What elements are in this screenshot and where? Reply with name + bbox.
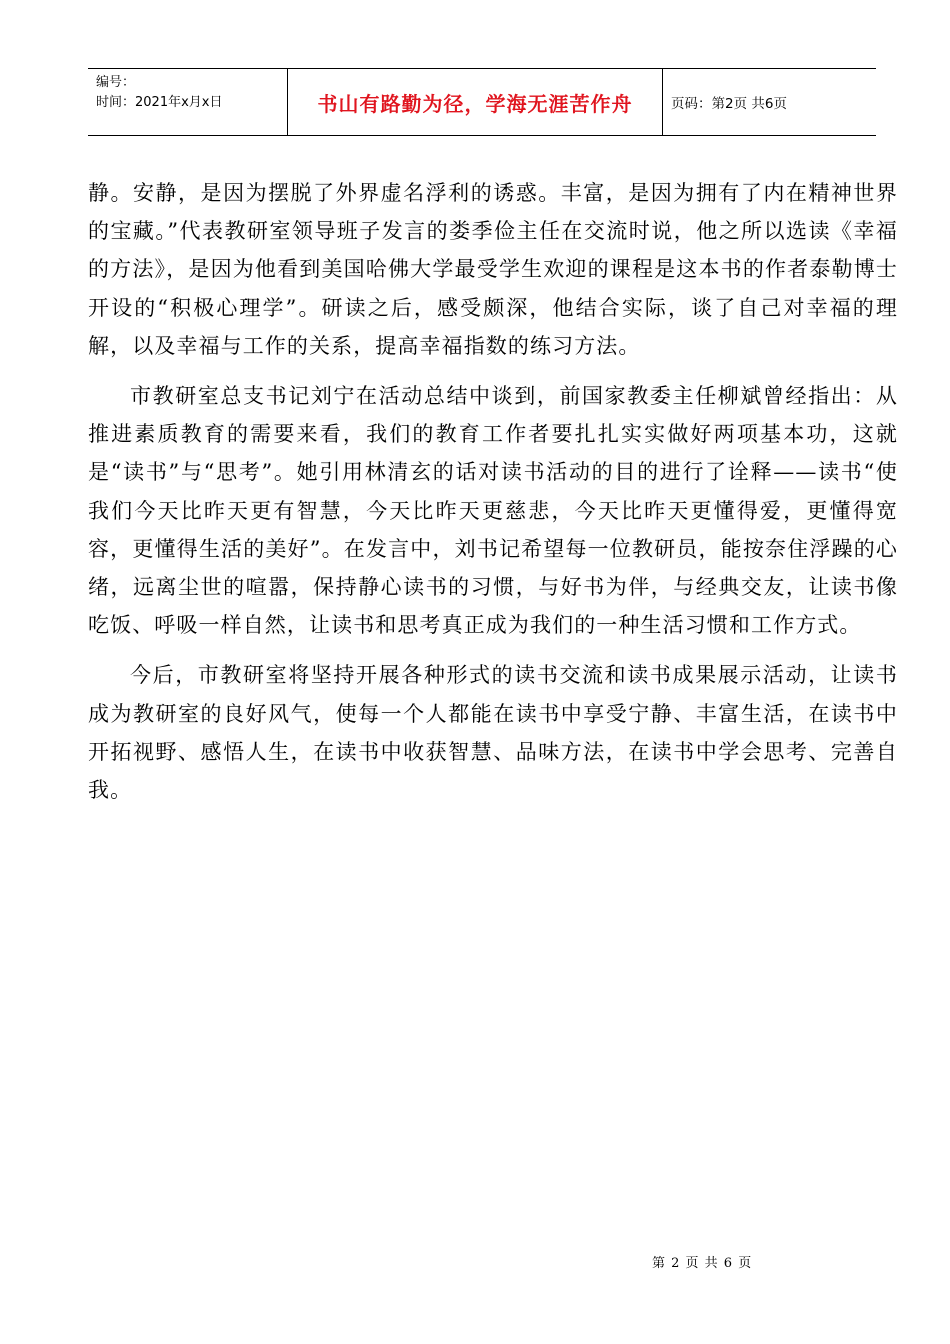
- page-label: 页码：第2页 共6页: [671, 96, 787, 112]
- page-footer: 第 2 页 共 6 页: [652, 1256, 753, 1271]
- time-label: 时间：2021年x月x日: [96, 95, 223, 110]
- header-meta-cell: [88, 69, 288, 135]
- header-motto-cell: [288, 69, 663, 135]
- motto-text: 书山有路勤为径，学海无涯苦作舟: [317, 91, 633, 116]
- number-label: 编号：: [96, 75, 136, 90]
- paragraph: 今后，市教研室将坚持开展各种形式的读书交流和读书成果展示活动，让读书成为教研室的良好风气，使每一个人都能在读书中享受宁静、丰富生活，在读书中开拓视野、感悟人生，在读书中收获智慧、品味方法，在读书中学会思考、完善自我。: [88, 663, 898, 803]
- header-page-cell: [663, 69, 876, 135]
- document-header: [88, 68, 876, 136]
- paragraph-continued: 静。安静，是因为摆脱了外界虚名浮利的诱惑。丰富，是因为拥有了内在精神世界的宝藏。”代表教研室领导班子发言的娄季俭主任在交流时说，他之所以选读《幸福的方法》，是因为他看到美国哈佛大学最受学生欢迎的课程是这本书的作者泰勒博士开设的“积极心理学”。研读之后，感受颇深，他结合实际，谈了自己对幸福的理解，以及幸福与工作的关系，提高幸福指数的练习方法。: [88, 181, 898, 358]
- paragraph: 市教研室总支书记刘宁在活动总结中谈到，前国家教委主任柳斌曾经指出：从推进素质教育的需要来看，我们的教育工作者要扎扎实实做好两项基本功，这就是“读书”与“思考”。她引用林清玄的话对读书活动的目的进行了诠释——读书“使我们今天比昨天更有智慧，今天比昨天更慈悲，今天比昨天更懂得爱，更懂得宽容，更懂得生活的美好”。在发言中，刘书记希望每一位教研员，能按奈住浮躁的心绪，远离尘世的喧嚣，保持静心读书的习惯，与好书为伴，与经典交友，让读书像吃饭、呼吸一样自然，让读书和思考真正成为我们的一种生活习惯和工作方式。: [88, 384, 898, 638]
- document-body: [88, 174, 898, 821]
